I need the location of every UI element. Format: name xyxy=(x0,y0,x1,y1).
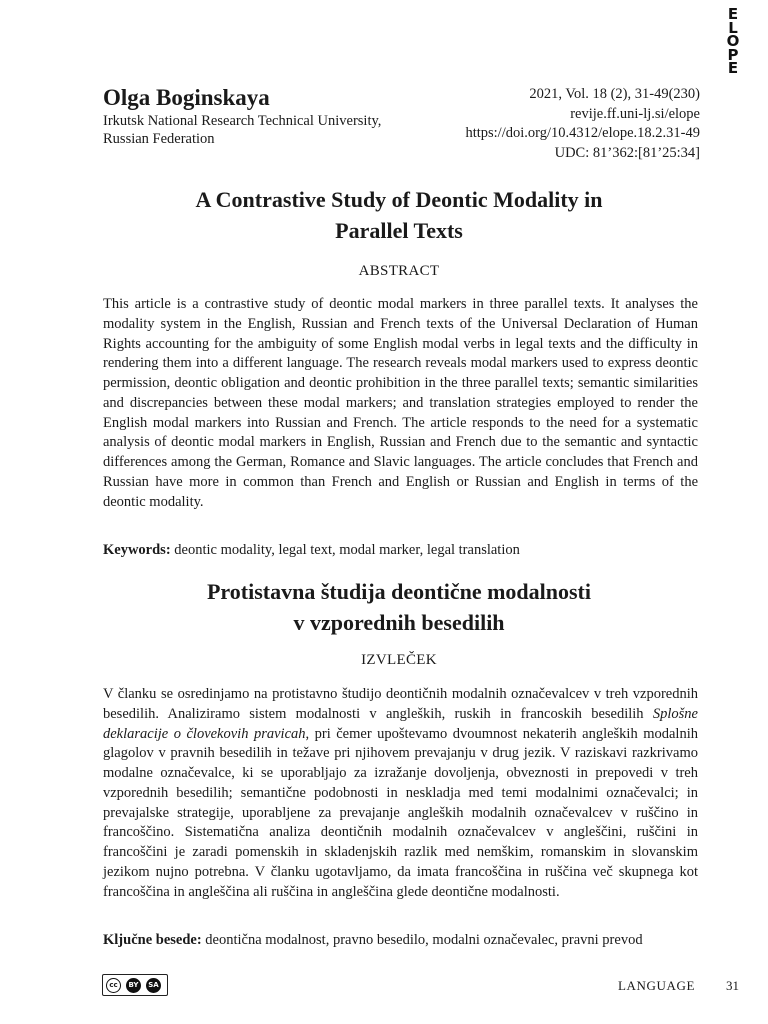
by-icon: BY xyxy=(126,978,141,993)
title-line: v vzporednih besedilih xyxy=(293,610,505,635)
logo-letter: P xyxy=(727,45,739,64)
cc-license-badge[interactable] xyxy=(102,974,168,996)
title-line: Parallel Texts xyxy=(335,218,463,243)
journal-url[interactable]: revije.ff.uni-lj.si/elope xyxy=(570,105,700,122)
keywords-label: Ključne besede: xyxy=(103,932,202,948)
affiliation-line: Russian Federation xyxy=(103,131,215,147)
logo-letter: L xyxy=(728,18,738,37)
publication-meta xyxy=(465,85,700,163)
logo-letter: O xyxy=(726,32,740,51)
declaration-title-italic: Splošne deklaracije o človekovih pravicah xyxy=(103,705,698,742)
sa-icon: SA xyxy=(146,978,161,993)
title-line: Protistavna študija deontične modalnosti xyxy=(206,579,591,604)
volume-info: 2021, Vol. 18 (2), 31-49(230) xyxy=(529,86,700,102)
slovene-title xyxy=(100,576,698,638)
izvlecek-part: , pri čemer upoštevamo dvoumnost nekaterih angleških modalnih glagolov v pravnih besedilih in težave pri njihovem prevajanju v drug jezik. V raziskavi razkrivamo modalne označevalce, ki se uporabljajo za izražanje dovoljenja, obveznosti in prepovedi v treh vzporednih besedilih; semantične podobnosti in neskladja med temi modalnimi označevalci; in prevajalske strategije, uporabljene za prevajanje angleških modalnih označevalcev v ruščino in francoščino. Sistematična analiza deontičnih modalnih označevalcev v angleščini, ruščini in francoščini je zaradi pomenskih in skladenjskih razlik med nemškim, romanskim in slovanskim jezikom nujno potrebna. V članku ugotavljamo, da imata francoščina in ruščina več skupnega kot francoščina in angleščina ali ruščina in angleščina glede deontične modalnosti. xyxy=(103,725,698,900)
journal-logo xyxy=(718,5,748,78)
cc-icon: cc xyxy=(106,978,121,993)
izvlecek-part: V članku se osredinjamo na protistavno študijo deontičnih modalnih označevalcev v treh vzporednih besedilih. Analiziramo sistem modalnosti v angleških, ruskih in francoskih besedilih xyxy=(103,686,698,722)
abstract-heading: ABSTRACT xyxy=(358,263,440,279)
keywords xyxy=(103,541,703,559)
izvlecek-text xyxy=(103,685,698,902)
page-number: 31 xyxy=(726,978,739,993)
keywords-list: deontična modalnost, pravno besedilo, modalni označevalec, pravni prevod xyxy=(205,932,643,948)
logo-letter: E xyxy=(727,5,739,23)
title-line: A Contrastive Study of Deontic Modality in xyxy=(195,187,603,212)
english-title xyxy=(100,184,698,246)
abstract-text: This article is a contrastive study of deontic modal markers in three parallel texts. It analyses the modality system in the English, Russian and French texts of the Universal Declaration of Human Rights accounting for the ambiguity of some English modal verbs in legal texts and the difficulty in rendering them into a different language. The research reveals modal markers used to express deontic permission, deontic obligation and deontic prohibition in the three parallel texts; semantic similarities and discrepancies between these modal markers; and translation strategies employed to render the English modal markers into Russian and French. The article responds to the need for a systematic analysis of deontic modal markers in English, Russian and French due to the semantic and syntactic differences among the German, Romance and Slavic languages. The article concludes that French and Russian have more in common than French and English or Russian and English in terms of the deontic modality. xyxy=(103,296,698,510)
affiliation-line: Irkutsk National Research Technical University, xyxy=(103,113,382,129)
kljucne-besede xyxy=(103,931,703,949)
izvlecek-heading: IZVLEČEK xyxy=(361,652,437,668)
author-affiliation xyxy=(103,112,381,148)
keywords-list: deontic modality, legal text, modal marker, legal translation xyxy=(174,542,520,558)
author-name: Olga Boginskaya xyxy=(103,85,270,110)
udc-code: UDC: 81’362:[81’25:34] xyxy=(554,144,700,161)
keywords-label: Keywords: xyxy=(103,542,171,558)
section-label: LANGUAGE xyxy=(618,978,696,993)
logo-letter: E xyxy=(727,59,739,78)
doi-link[interactable]: https://doi.org/10.4312/elope.18.2.31-49 xyxy=(465,125,700,141)
